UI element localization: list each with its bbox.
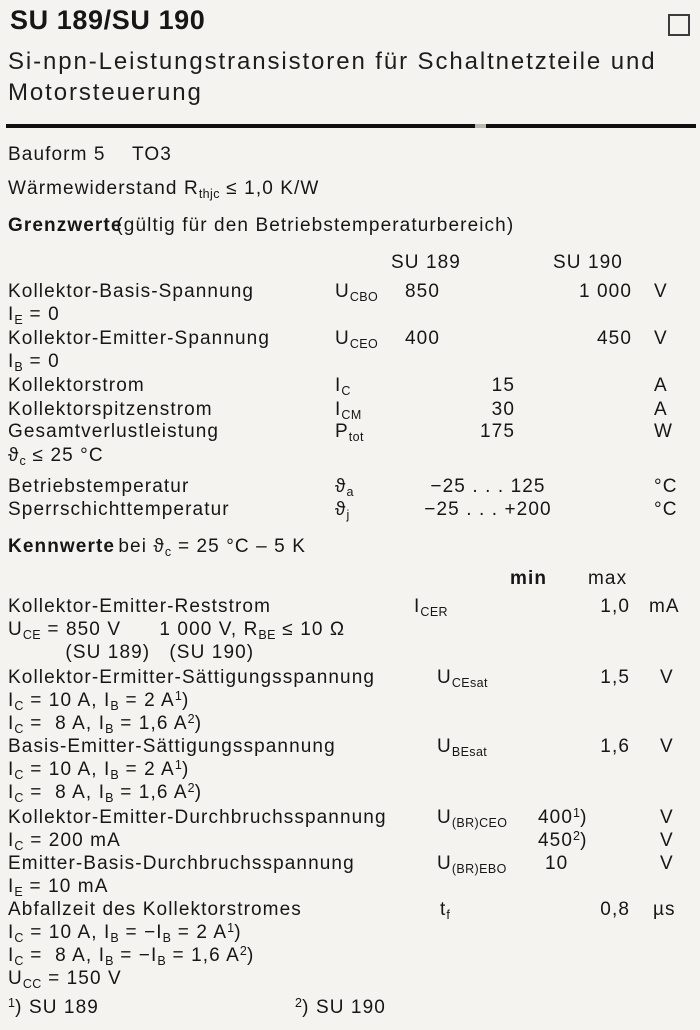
unit: µs	[653, 899, 676, 920]
table-row	[0, 596, 700, 620]
condition-row	[0, 830, 700, 854]
footnote-1: $^1$) SU 189	[8, 996, 99, 1018]
table-row	[0, 899, 700, 923]
condition: $I_C = 8$ A, $I_B = 1,6$ $A^2$)	[8, 712, 203, 736]
table-row	[0, 499, 700, 523]
table-row	[0, 421, 700, 445]
param-symbol: $U_{CEO}$	[335, 328, 379, 351]
value: 175	[479, 421, 515, 442]
param-name: Betriebstemperatur	[8, 476, 190, 497]
param-symbol: $U_{CBO}$	[335, 281, 379, 304]
param-name: Kollektor-Emitter-Spannung	[8, 328, 270, 349]
param-name: Emitter-Basis-Durchbruchsspannung	[8, 853, 355, 874]
condition-row	[0, 713, 700, 737]
unit: A	[654, 399, 668, 420]
param-name: Kollektor-Basis-Spannung	[8, 281, 255, 302]
value-max: 1,0	[600, 596, 630, 617]
value: 15	[491, 375, 515, 396]
unit: A	[654, 375, 668, 396]
bauform-value: TO3	[132, 144, 172, 165]
value-min: $450^2$)	[538, 829, 588, 851]
grenzwerte-heading	[0, 215, 700, 239]
unit: °C	[654, 499, 678, 520]
condition-row	[0, 690, 700, 714]
table-row	[0, 328, 700, 352]
thermal-resistance: Wärmewiderstand $R_{thjc} \le 1,0$ K/W	[8, 178, 320, 201]
condition: $I_C = 8$ A, $I_B = -I_B = 1,6$ $A^2$)	[8, 944, 255, 968]
condition-row	[0, 876, 700, 900]
param-symbol: $U_{(BR)CEO}$	[437, 807, 508, 830]
column-header-su189: SU 189	[391, 252, 461, 273]
param-symbol: $I_{CER}$	[414, 596, 448, 619]
kennwerte-column-headers	[0, 568, 700, 592]
condition-row	[0, 619, 700, 643]
condition-row	[0, 304, 700, 328]
table-row	[0, 476, 700, 500]
value-min: $400^1$)	[538, 806, 588, 828]
value-range: −25 . . . +200	[424, 499, 552, 520]
table-row	[0, 807, 700, 831]
value-max: 0,8	[600, 899, 630, 920]
page-subtitle-line2: Motorsteuerung	[8, 79, 203, 106]
value-su190: 450	[596, 328, 632, 349]
condition: $I_E = 0$	[8, 304, 60, 327]
grenzwerte-heading-rest: (gültig für den Betriebstemperaturbereich)	[110, 215, 515, 236]
condition: $U_{CE} = 850$ V 1 000 V, $R_{BE} \le 10$ Ω	[8, 619, 346, 642]
corner-checkbox-icon	[668, 14, 690, 36]
condition-row	[0, 945, 700, 969]
condition: $I_C = 10$ A, $I_B = 2$ $A^1$)	[8, 758, 190, 782]
table-row	[0, 375, 700, 399]
unit: W	[654, 421, 674, 442]
kennwerte-heading	[0, 536, 700, 560]
condition-row	[0, 642, 700, 666]
unit: mA	[649, 596, 680, 617]
param-symbol: $P_{tot}$	[335, 421, 364, 444]
value-max: 1,6	[600, 736, 630, 757]
unit: V	[660, 853, 674, 874]
param-name: Kollektorspitzenstrom	[8, 399, 213, 420]
unit: V	[660, 667, 674, 688]
param-name: Sperrschichttemperatur	[8, 499, 230, 520]
condition: $I_E = 10$ mA	[8, 876, 109, 899]
condition: $U_{CC} = 150$ V	[8, 968, 122, 991]
param-symbol: $U_{CEsat}$	[437, 667, 488, 690]
column-header-max: max	[588, 568, 628, 589]
unit: V	[654, 328, 668, 349]
condition: $I_B = 0$	[8, 351, 60, 374]
grenzwerte-column-headers	[0, 252, 700, 276]
value-min: 10	[545, 853, 569, 874]
bauform-label: Bauform 5	[8, 144, 106, 165]
table-row	[0, 736, 700, 760]
value-su189: 400	[404, 328, 440, 349]
param-name: Abfallzeit des Kollektorstromes	[8, 899, 302, 920]
page-title: SU 189/SU 190	[10, 5, 206, 35]
param-name: Basis-Emitter-Sättigungsspannung	[8, 736, 336, 757]
param-symbol: $U_{BEsat}$	[437, 736, 488, 759]
value-max: 1,5	[600, 667, 630, 688]
kennwerte-heading-rest: bei $ϑ_c = 25$ °C – 5 K	[112, 536, 306, 559]
param-name: Gesamtverlustleistung	[8, 421, 220, 442]
condition: $I_C = 10$ A, $I_B = 2$ $A^1$)	[8, 689, 190, 713]
condition-row	[0, 445, 700, 469]
value-range: −25 . . . 125	[430, 476, 546, 497]
condition-row	[0, 922, 700, 946]
grenzwerte-heading-bold: Grenzwerte	[8, 215, 123, 236]
unit: V	[660, 736, 674, 757]
param-name: Kollektor-Emitter-Reststrom	[8, 596, 272, 617]
value-su189: 850	[404, 281, 440, 302]
table-row	[0, 281, 700, 305]
condition: (SU 189) (SU 190)	[8, 642, 255, 663]
condition: $I_C = 10$ A, $I_B = -I_B = 2$ $A^1$)	[8, 921, 242, 945]
column-header-min: min	[510, 568, 548, 589]
value: 30	[491, 399, 515, 420]
unit: V	[660, 807, 674, 828]
condition-row	[0, 782, 700, 806]
condition: $I_C = 200$ mA	[8, 830, 121, 853]
param-symbol: $ϑ_j$	[335, 499, 350, 522]
bauform-line	[0, 144, 700, 168]
table-row	[0, 399, 700, 423]
page-subtitle-line1: Si-npn-Leistungstransistoren für Schaltnetzteile und	[8, 48, 657, 75]
param-symbol: $I_C$	[335, 375, 351, 398]
footnotes-row	[0, 997, 700, 1021]
condition-row	[0, 351, 700, 375]
thermal-resistance-line	[0, 178, 700, 202]
param-symbol: $U_{(BR)EBO}$	[437, 853, 507, 876]
param-symbol: $t_f$	[440, 899, 451, 922]
param-name: Kollektorstrom	[8, 375, 145, 396]
unit: °C	[654, 476, 678, 497]
param-name: Kollektor-Emitter-Durchbruchsspannung	[8, 807, 387, 828]
divider-rule	[6, 124, 696, 128]
table-row	[0, 853, 700, 877]
unit: V	[654, 281, 668, 302]
table-row	[0, 667, 700, 691]
footnote-2: $^2$) SU 190	[295, 996, 386, 1018]
param-symbol: $ϑ_a$	[335, 476, 354, 499]
param-name: Kollektor-Ermitter-Sättigungsspannung	[8, 667, 376, 688]
condition: $ϑ_c \le 25$ °C	[8, 445, 104, 468]
param-symbol: $I_{CM}$	[335, 399, 362, 422]
kennwerte-heading-bold: Kennwerte	[8, 536, 116, 557]
unit: V	[660, 830, 674, 851]
condition-row	[0, 968, 700, 992]
condition: $I_C = 8$ A, $I_B = 1,6$ $A^2$)	[8, 781, 203, 805]
condition-row	[0, 759, 700, 783]
column-header-su190: SU 190	[553, 252, 623, 273]
value-su190: 1 000	[578, 281, 632, 302]
